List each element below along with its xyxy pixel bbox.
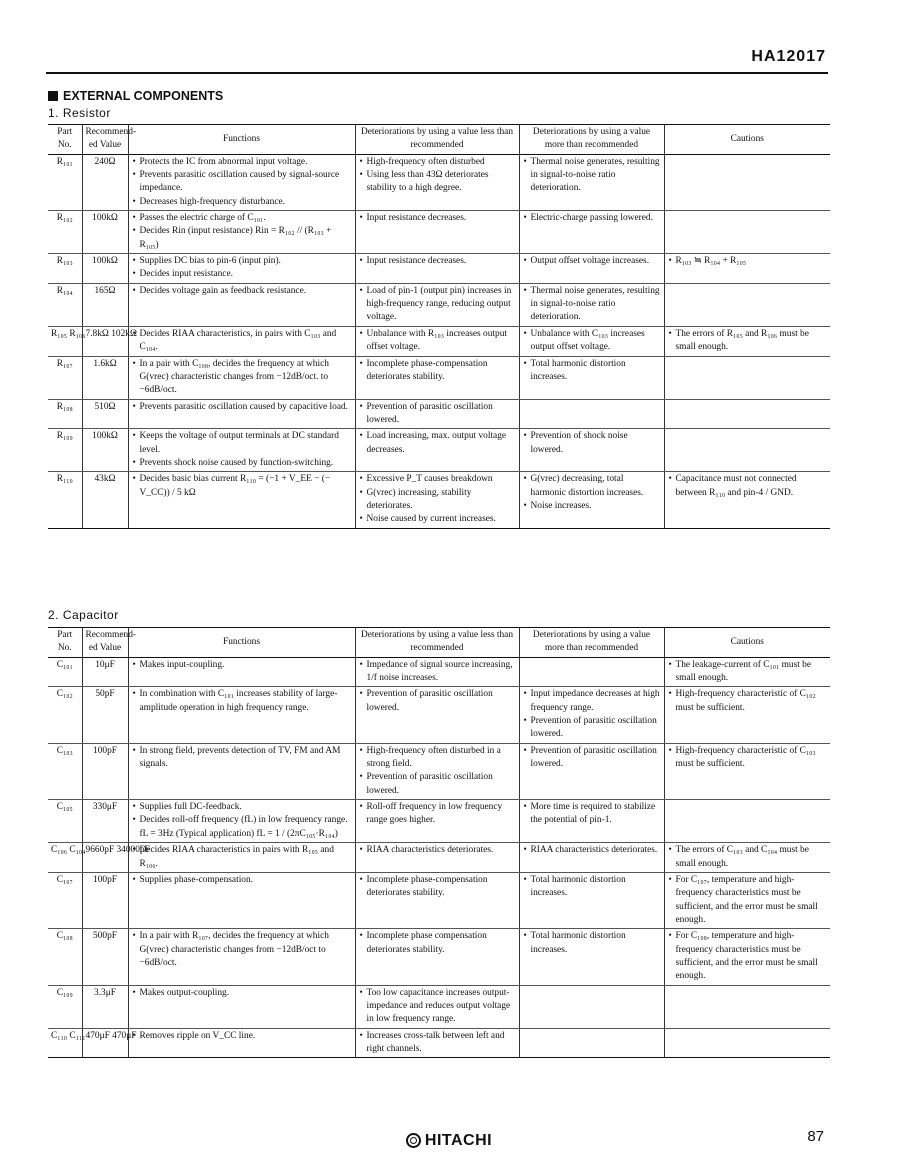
page-number: 87 — [807, 1128, 824, 1145]
list-item: • Unbalance with C₁₀₃ increases output offset voltage. — [531, 328, 661, 355]
functions-cell — [128, 743, 355, 799]
column-header: Deteriorations by using a value more than recommended — [519, 628, 664, 658]
less-cell — [355, 254, 519, 284]
list-item: • Excessive P_T causes breakdown — [367, 473, 516, 486]
cautions-cell — [664, 356, 830, 399]
part-number: R₁₀₉ — [48, 429, 82, 472]
list-item: • For C₁₀₈, temperature and high-frequency characteristics must be sufficient, and the error must be small enough. — [676, 930, 828, 983]
list-item: • RIAA characteristics deteriorates. — [531, 844, 661, 857]
more-cell — [519, 326, 664, 356]
less-cell — [355, 211, 519, 254]
column-header: Cautions — [664, 125, 830, 155]
resistor-table — [48, 124, 830, 529]
list-item: • For C₁₀₇, temperature and high-frequency characteristics must be sufficient, and the error must be small enough. — [676, 874, 828, 927]
functions-cell — [128, 399, 355, 429]
list-item: • Prevention of parasitic oscillation lowered. — [531, 745, 661, 772]
list-item: • Prevention of parasitic oscillation lowered. — [367, 688, 516, 715]
recommended-value: 510Ω — [82, 399, 128, 429]
more-cell — [519, 800, 664, 843]
less-cell — [355, 872, 519, 928]
capacitor-header-row — [48, 628, 830, 658]
table-row — [48, 872, 830, 928]
less-cell — [355, 1028, 519, 1058]
less-cell — [355, 356, 519, 399]
less-cell — [355, 843, 519, 873]
cautions-cell — [664, 472, 830, 528]
recommended-value: 3.3μF — [82, 985, 128, 1028]
more-cell — [519, 472, 664, 528]
more-cell — [519, 657, 664, 687]
part-number: C₁₁₀ C₁₁₁ — [48, 1028, 82, 1058]
list-item: • High-frequency characteristic of C₁₀₂ must be sufficient. — [676, 688, 828, 715]
functions-cell — [128, 929, 355, 985]
less-cell — [355, 399, 519, 429]
table-row — [48, 743, 830, 799]
list-item: • Supplies phase-compensation. — [140, 874, 352, 887]
list-item: • Input impedance decreases at high frequency range. — [531, 688, 661, 715]
recommended-value: 10μF — [82, 657, 128, 687]
functions-cell — [128, 326, 355, 356]
list-item: • Load increasing, max. output voltage decreases. — [367, 430, 516, 457]
recommended-value: 330μF — [82, 800, 128, 843]
list-item: • Makes output-coupling. — [140, 987, 352, 1000]
cautions-cell — [664, 872, 830, 928]
recommended-value: 240Ω — [82, 154, 128, 210]
list-item: • Decides basic bias current R₁₁₀ = (−1 + V_EE − (− V_CC)) / 5 kΩ — [140, 473, 352, 500]
top-rule — [46, 72, 828, 74]
list-item: • Prevention of shock noise lowered. — [531, 430, 661, 457]
list-item: • Supplies DC bias to pin-6 (input pin). — [140, 255, 352, 268]
more-cell — [519, 283, 664, 326]
recommended-value: 165Ω — [82, 283, 128, 326]
hitachi-logo-icon — [406, 1133, 421, 1148]
functions-cell — [128, 154, 355, 210]
list-item: • Input resistance decreases. — [367, 212, 516, 225]
column-header: Recommend-ed Value — [82, 125, 128, 155]
more-cell — [519, 1028, 664, 1058]
functions-cell — [128, 356, 355, 399]
list-item: • Prevention of parasitic oscillation lowered. — [367, 771, 516, 798]
column-header: Part No. — [48, 628, 82, 658]
table-row — [48, 1028, 830, 1058]
less-cell — [355, 283, 519, 326]
more-cell — [519, 399, 664, 429]
cautions-cell — [664, 929, 830, 985]
more-cell — [519, 985, 664, 1028]
list-item: • Prevents shock noise caused by function-switching. — [140, 457, 352, 470]
list-item: • RIAA characteristics deteriorates. — [367, 844, 516, 857]
less-cell — [355, 800, 519, 843]
capacitor-body — [48, 657, 830, 1058]
column-header: Functions — [128, 125, 355, 155]
recommended-value: 50pF — [82, 687, 128, 743]
table-row — [48, 929, 830, 985]
column-header: Deteriorations by using a value more than recommended — [519, 125, 664, 155]
list-item: • Total harmonic distortion increases. — [531, 930, 661, 957]
more-cell — [519, 929, 664, 985]
recommended-value: 100kΩ — [82, 254, 128, 284]
cautions-cell — [664, 843, 830, 873]
list-item: • Incomplete phase-compensation deteriorates stability. — [367, 358, 516, 385]
table-row — [48, 985, 830, 1028]
list-item: • Load of pin-1 (output pin) increases in high-frequency range, reducing output voltage. — [367, 285, 516, 325]
table-row — [48, 326, 830, 356]
cautions-cell — [664, 254, 830, 284]
column-header: Part No. — [48, 125, 82, 155]
list-item: • Using less than 43Ω deteriorates stability to a high degree. — [367, 169, 516, 196]
list-item: • The errors of C₁₀₃ and C₁₀₄ must be small enough. — [676, 844, 828, 871]
part-number: R₁₀₅ R₁₀₆ — [48, 326, 82, 356]
part-number: C₁₀₉ — [48, 985, 82, 1028]
recommended-value: 7.8kΩ 102kΩ — [82, 326, 128, 356]
less-cell — [355, 326, 519, 356]
list-item: • In strong field, prevents detection of TV, FM and AM signals. — [140, 745, 352, 772]
less-cell — [355, 929, 519, 985]
cautions-cell — [664, 657, 830, 687]
functions-cell — [128, 985, 355, 1028]
recommended-value: 100pF — [82, 743, 128, 799]
list-item: • Removes ripple on V_CC line. — [140, 1030, 352, 1043]
list-item: • Decides voltage gain as feedback resistance. — [140, 285, 352, 298]
functions-cell — [128, 872, 355, 928]
column-header: Cautions — [664, 628, 830, 658]
list-item: • Total harmonic distortion increases. — [531, 874, 661, 901]
more-cell — [519, 843, 664, 873]
table-row — [48, 657, 830, 687]
table-row — [48, 472, 830, 528]
more-cell — [519, 743, 664, 799]
list-item: • Input resistance decreases. — [367, 255, 516, 268]
table-row — [48, 800, 830, 843]
list-item: • Capacitance must not connected between R₁₁₀ and pin-4 / GND. — [676, 473, 828, 500]
list-item: • Noise caused by current increases. — [367, 513, 516, 526]
list-item: • Thermal noise generates, resulting in signal-to-noise ratio deterioration. — [531, 156, 661, 196]
more-cell — [519, 687, 664, 743]
cautions-cell — [664, 283, 830, 326]
list-item: • Prevents parasitic oscillation caused by capacitive load. — [140, 401, 352, 414]
list-item: • Prevention of parasitic oscillation lowered. — [367, 401, 516, 428]
functions-cell — [128, 211, 355, 254]
recommended-value: 43kΩ — [82, 472, 128, 528]
list-item: • In a pair with R₁₀₇, decides the frequency at which G(vrec) characteristic changes from −12dB/oct to −6dB/oct. — [140, 930, 352, 970]
part-number: R₁₁₀ — [48, 472, 82, 528]
list-item: • Decreases high-frequency disturbance. — [140, 196, 352, 209]
list-item: • Noise increases. — [531, 500, 661, 513]
functions-cell — [128, 843, 355, 873]
more-cell — [519, 429, 664, 472]
table-row — [48, 843, 830, 873]
list-item: • Increases cross-talk between left and right channels. — [367, 1030, 516, 1057]
part-number: R₁₀₁ — [48, 154, 82, 210]
list-item: • Too low capacitance increases output-impedance and reduces output voltage in low frequency range. — [367, 987, 516, 1027]
cautions-cell — [664, 154, 830, 210]
list-item: • Decides RIAA characteristics in pairs with R₁₀₅ and R₁₀₆. — [140, 844, 352, 871]
functions-cell — [128, 472, 355, 528]
cautions-cell — [664, 429, 830, 472]
capacitor-table — [48, 627, 830, 1058]
functions-cell — [128, 800, 355, 843]
list-item: • Prevention of parasitic oscillation lowered. — [531, 715, 661, 742]
list-item: • Passes the electric charge of C₁₀₁. — [140, 212, 352, 225]
square-bullet-icon — [48, 91, 58, 101]
list-item: • Decides roll-off frequency (fL) in low frequency range. fL = 3Hz (Typical application) fL = 1 / (2πC₁₀₅·R₁₀₄) — [140, 814, 352, 841]
list-item: • The errors of R₁₀₅ and R₁₀₆ must be small enough. — [676, 328, 828, 355]
part-number: C₁₀₂ — [48, 687, 82, 743]
more-cell — [519, 211, 664, 254]
section-title: EXTERNAL COMPONENTS — [63, 89, 224, 103]
table-row — [48, 154, 830, 210]
cautions-cell — [664, 211, 830, 254]
list-item: • G(vrec) increasing, stability deteriorates. — [367, 487, 516, 514]
part-number: R₁₀₇ — [48, 356, 82, 399]
part-number: C₁₀₆ C₁₀₄ — [48, 843, 82, 873]
list-item: • In combination with C₁₀₁ increases stability of large-amplitude operation in high frequency range. — [140, 688, 352, 715]
list-item: • Prevents parasitic oscillation caused by signal-source impedance. — [140, 169, 352, 196]
part-number: C₁₀₁ — [48, 657, 82, 687]
part-number: C₁₀₈ — [48, 929, 82, 985]
part-number: R₁₀₃ — [48, 254, 82, 284]
table-row — [48, 429, 830, 472]
list-item: • The leakage-current of C₁₀₁ must be small enough. — [676, 659, 828, 686]
more-cell — [519, 356, 664, 399]
cautions-cell — [664, 399, 830, 429]
recommended-value: 470μF 470μF — [82, 1028, 128, 1058]
less-cell — [355, 472, 519, 528]
capacitor-title: 2. Capacitor — [48, 608, 119, 622]
functions-cell — [128, 657, 355, 687]
less-cell — [355, 657, 519, 687]
footer-brand — [0, 1132, 898, 1150]
cautions-cell — [664, 326, 830, 356]
part-number: R₁₀₈ — [48, 399, 82, 429]
list-item: • Incomplete phase compensation deteriorates stability. — [367, 930, 516, 957]
table-row — [48, 211, 830, 254]
part-number: R₁₀₂ — [48, 211, 82, 254]
list-item: • Supplies full DC-feedback. — [140, 801, 352, 814]
table-row — [48, 283, 830, 326]
functions-cell — [128, 429, 355, 472]
more-cell — [519, 154, 664, 210]
list-item: • Incomplete phase-compensation deteriorates stability. — [367, 874, 516, 901]
doc-code: HA12017 — [751, 48, 826, 65]
cautions-cell — [664, 687, 830, 743]
list-item: • Unbalance with R₁₀₃ increases output offset voltage. — [367, 328, 516, 355]
functions-cell — [128, 1028, 355, 1058]
recommended-value: 500pF — [82, 929, 128, 985]
list-item: • Makes input-coupling. — [140, 659, 352, 672]
resistor-header-row — [48, 125, 830, 155]
column-header: Deteriorations by using a value less than recommended — [355, 125, 519, 155]
column-header: Functions — [128, 628, 355, 658]
less-cell — [355, 429, 519, 472]
recommended-value: 9660pF 34000pF — [82, 843, 128, 873]
list-item: • Decides RIAA characteristics, in pairs with C₁₀₃ and C₁₀₄. — [140, 328, 352, 355]
functions-cell — [128, 283, 355, 326]
list-item: • Total harmonic distortion increases. — [531, 358, 661, 385]
resistor-body — [48, 154, 830, 528]
list-item: • Roll-off frequency in low frequency range goes higher. — [367, 801, 516, 828]
list-item: • More time is required to stabilize the potential of pin-1. — [531, 801, 661, 828]
part-number: C₁₀₇ — [48, 872, 82, 928]
part-number: C₁₀₃ — [48, 743, 82, 799]
table-row — [48, 254, 830, 284]
list-item: • R₁₀₃ ≒ R₁₀₄ + R₁₀₅ — [676, 255, 828, 268]
cautions-cell — [664, 743, 830, 799]
list-item: • Output offset voltage increases. — [531, 255, 661, 268]
recommended-value: 100kΩ — [82, 429, 128, 472]
table-row — [48, 687, 830, 743]
resistor-title: 1. Resistor — [48, 106, 111, 120]
list-item: • Decides Rin (input resistance) Rin = R₁₀₂ // (R₁₀₃ + R₁₀₅) — [140, 225, 352, 252]
list-item: • Impedance of signal source increasing, 1/f noise increases. — [367, 659, 516, 686]
functions-cell — [128, 687, 355, 743]
recommended-value: 100kΩ — [82, 211, 128, 254]
less-cell — [355, 687, 519, 743]
column-header: Recommend-ed Value — [82, 628, 128, 658]
list-item: • Keeps the voltage of output terminals at DC standard level. — [140, 430, 352, 457]
list-item: • High-frequency often disturbed in a strong field. — [367, 745, 516, 772]
cautions-cell — [664, 800, 830, 843]
less-cell — [355, 985, 519, 1028]
less-cell — [355, 743, 519, 799]
more-cell — [519, 872, 664, 928]
cautions-cell — [664, 1028, 830, 1058]
list-item: • Protects the IC from abnormal input voltage. — [140, 156, 352, 169]
part-number: C₁₀₅ — [48, 800, 82, 843]
more-cell — [519, 254, 664, 284]
column-header: Deteriorations by using a value less than recommended — [355, 628, 519, 658]
list-item: • G(vrec) decreasing, total harmonic distortion increases. — [531, 473, 661, 500]
less-cell — [355, 154, 519, 210]
brand-name: HITACHI — [424, 1132, 493, 1149]
list-item: • High-frequency often disturbed — [367, 156, 516, 169]
list-item: • Electric-charge passing lowered. — [531, 212, 661, 225]
functions-cell — [128, 254, 355, 284]
part-number: R₁₀₄ — [48, 283, 82, 326]
list-item: • Thermal noise generates, resulting in signal-to-noise ratio deterioration. — [531, 285, 661, 325]
section-title-block — [48, 89, 223, 103]
table-row — [48, 399, 830, 429]
list-item: • Decides input resistance. — [140, 268, 352, 281]
list-item: • In a pair with C₁₀₈, decides the frequency at which G(vrec) characteristic changes from −12dB/oct. to −6dB/oct. — [140, 358, 352, 398]
table-row — [48, 356, 830, 399]
cautions-cell — [664, 985, 830, 1028]
recommended-value: 100pF — [82, 872, 128, 928]
list-item: • High-frequency characteristic of C₁₀₃ must be sufficient. — [676, 745, 828, 772]
recommended-value: 1.6kΩ — [82, 356, 128, 399]
